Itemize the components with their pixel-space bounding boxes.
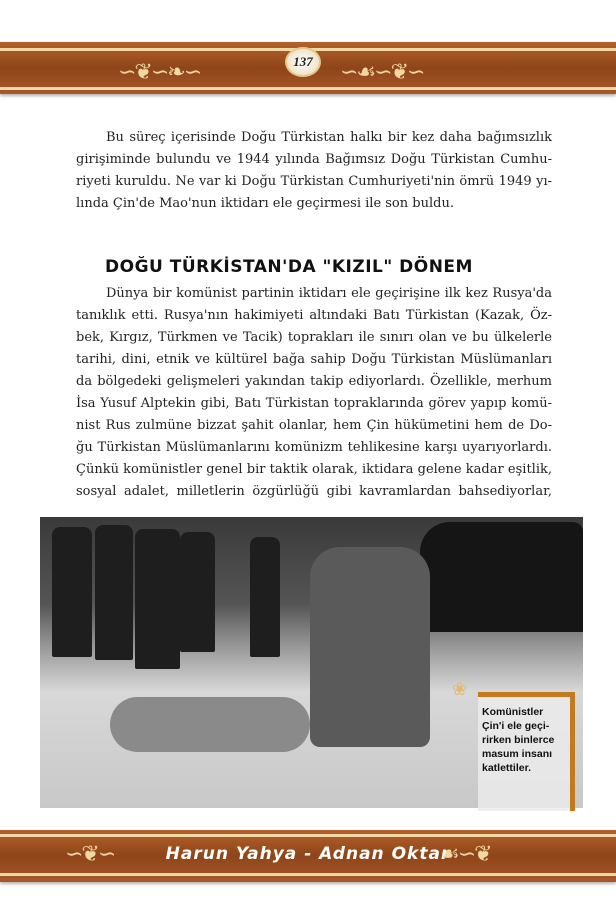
caption-line: Komünistler bbox=[482, 706, 544, 718]
text-line: bek, Kırgız, Türkmen ve Tacik) toprakları ile sınırı olan ve bu ülkelerle bbox=[76, 330, 552, 345]
text-line: ğu Türkistan Müslümanlarını komünizm tehlikesine karşı uyarıyorlardı. bbox=[76, 440, 552, 455]
text-line: sosyal adalet, milletlerin özgürlüğü gibi kavramlardan bahsediyorlar, bbox=[76, 484, 552, 499]
text-line: da bölgedeki gelişmeleri yakından takip ediyorlardı. Özellikle, merhum bbox=[76, 374, 552, 389]
ornament-right-icon: ∽☙∽❦∽ bbox=[340, 60, 424, 85]
text-line: Dünya bir komünist partinin iktidarı ele geçirişine ilk kez Rusya'da bbox=[106, 286, 552, 301]
paragraph-2 bbox=[76, 283, 552, 503]
text-line: Bu süreç içerisinde Doğu Türkistan halkı bir kez daha bağımsızlık bbox=[106, 130, 552, 145]
photo-caption bbox=[482, 705, 554, 775]
text-line: girişiminde bulundu ve 1944 yılında Bağımsız Doğu Türkistan Cumhu- bbox=[76, 152, 552, 167]
footer-banner bbox=[0, 830, 616, 882]
ornament-right-icon: ☙∽❦ bbox=[440, 842, 491, 867]
text-line: lında Çin'de Mao'nun iktidarı ele geçirmesi ile son buldu. bbox=[76, 196, 454, 211]
text-line: İsa Yusuf Alptekin gibi, Batı Türkistan topraklarında görev yapıp komü- bbox=[76, 396, 552, 411]
ornament-left-icon: ∽❦∽ bbox=[65, 842, 115, 867]
text-line: tanıklık etti. Rusya'nın hakimiyeti altındaki Batı Türkistan (Kazak, Öz- bbox=[76, 308, 552, 323]
footer-author: Harun Yahya - Adnan Oktar bbox=[165, 844, 451, 864]
section-heading: DOĞU TÜRKİSTAN'DA "KIZIL" DÖNEM bbox=[105, 257, 473, 277]
caption-line: katlettiler. bbox=[482, 762, 532, 774]
paragraph-1 bbox=[76, 127, 552, 215]
ornament-left-icon: ∽❦∽❧∽ bbox=[118, 60, 201, 85]
page-number: 137 bbox=[285, 47, 321, 77]
photo-caption-box bbox=[478, 692, 575, 811]
lotus-ornament-icon: ❀ bbox=[452, 679, 468, 700]
caption-line: masum insanı bbox=[482, 748, 553, 760]
text-line: nist Rus zulmüne bizzat şahit olanlar, hem Çin hükümetini hem de Do- bbox=[76, 418, 552, 433]
caption-line: rirken binlerce bbox=[482, 734, 555, 746]
text-line: tarihi, dini, etnik ve kültürel bağa sahip Doğu Türkistan Müslümanları bbox=[76, 352, 552, 367]
text-line: Çünkü komünistler genel bir taktik olarak, iktidara gelene kadar eşitlik, bbox=[76, 462, 552, 477]
caption-line: Çin'i ele geçi- bbox=[482, 720, 550, 732]
text-line: riyeti kuruldu. Ne var ki Doğu Türkistan Cumhuriyeti'nin ömrü 1949 yı- bbox=[76, 174, 552, 189]
header-banner bbox=[0, 42, 616, 94]
